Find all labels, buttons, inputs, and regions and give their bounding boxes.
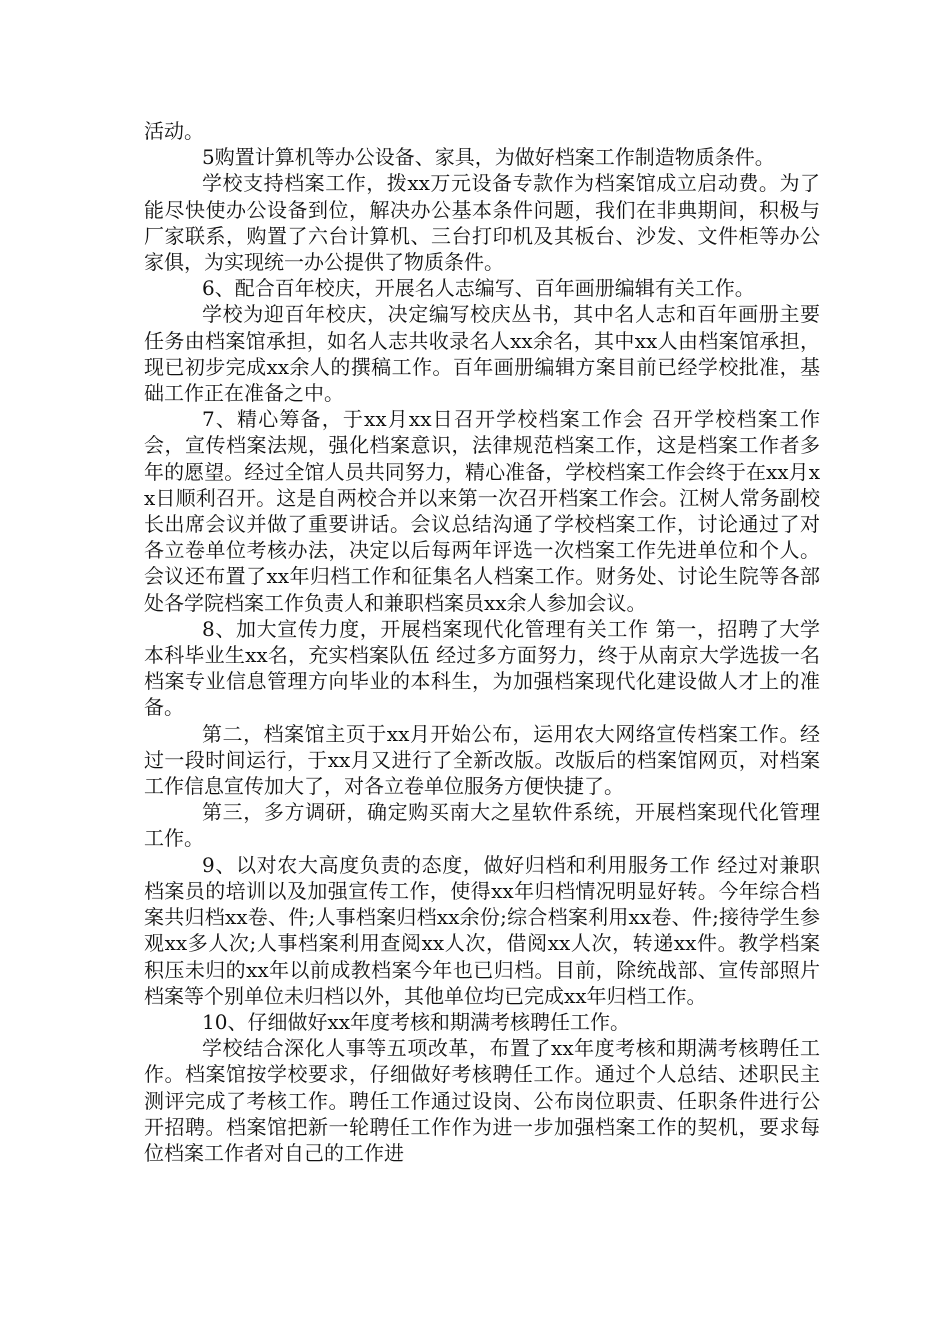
paragraph-item-6-heading: 6、配合百年校庆，开展名人志编写、百年画册编辑有关工作。 <box>202 276 755 301</box>
paragraph-item-10-heading: 10、仔细做好xx年度考核和期满考核聘任工作。 <box>202 1009 631 1034</box>
paragraph-continuation: 活动。 <box>144 119 204 143</box>
paragraph-item-10-body: 学校结合深化人事等五项改革，布置了xx年度考核和期满考核聘任工作。档案馆按学校要求，仔细做好考核聘任工作。通过个人总结、述职民主测评完成了考核工作。聘任工作通过设岗、公布岗位职责、任职条件进行公开招聘。档案馆把新一轮聘任工作作为进一步加强档案工作的契机，要求每位档案工作者对自己的工作进 <box>144 1036 820 1165</box>
paragraph-item-7: 7、精心筹备，于xx月xx日召开学校档案工作会 召开学校档案工作会，宣传档案法规，强化档案意识，法律规范档案工作，这是档案工作者多年的愿望。经过全馆人员共同努力，精心准备，学校档案工作会终于在xx月xx日顺利召开。这是自两校合并以来第一次召开档案工作会。江树人常务副校长出席会议并做了重要讲话。会议总结沟通了学校档案工作，讨论通过了对各立卷单位考核办法，决定以后每两年评选一次档案工作先进单位和个人。会议还布置了xx年归档工作和征集名人档案工作。财务处、讨论生院等各部处各学院档案工作负责人和兼职档案员xx余人参加会议。 <box>144 407 820 615</box>
paragraph-item-5-body: 学校支持档案工作，拨xx万元设备专款作为档案馆成立启动费。为了能尽快使办公设备到位，解决办公基本条件问题，我们在非典期间，积极与厂家联系，购置了六台计算机、三台打印机及其板台、沙发、文件柜等办公家俱，为实现统一办公提供了物质条件。 <box>144 171 820 275</box>
document-page <box>144 118 820 1166</box>
paragraph-item-5-heading: 5购置计算机等办公设备、家具，为做好档案工作制造物质条件。 <box>202 145 775 170</box>
paragraph-item-8-first: 8、加大宣传力度，开展档案现代化管理有关工作 第一，招聘了大学本科毕业生xx名，充实档案队伍 经过多方面努力，终于从南京大学选拔一名档案专业信息管理方向毕业的本科生，为加强档案现代化建设做人才上的准备。 <box>144 616 820 720</box>
paragraph-item-6-body: 学校为迎百年校庆，决定编写校庆丛书，其中名人志和百年画册主要任务由档案馆承担，如名人志共收录名人xx余名，其中xx人由档案馆承担，现已初步完成xx余人的撰稿工作。百年画册编辑方案目前已经学校批准，基础工作正在准备之中。 <box>144 302 820 406</box>
paragraph-item-8-third: 第三，多方调研，确定购买南大之星软件系统，开展档案现代化管理工作。 <box>144 800 820 851</box>
paragraph-item-8-second: 第二，档案馆主页于xx月开始公布，运用农大网络宣传档案工作。经过一段时间运行，于xx月又进行了全新改版。改版后的档案馆网页，对档案工作信息宣传加大了，对各立卷单位服务方便快捷了。 <box>144 721 820 799</box>
paragraph-item-9: 9、以对农大高度负责的态度，做好归档和利用服务工作 经过对兼职档案员的培训以及加强宣传工作，使得xx年归档情况明显好转。今年综合档案共归档xx卷、件;人事档案归档xx余份;综合档案利用xx卷、件;接待学生参观xx多人次;人事档案利用查阅xx人次，借阅xx人次，转递xx件。教学档案积压未归的xx年以前成教档案今年也已归档。目前，除统战部、宣传部照片档案等个别单位未归档以外，其他单位均已完成xx年归档工作。 <box>144 852 820 1008</box>
